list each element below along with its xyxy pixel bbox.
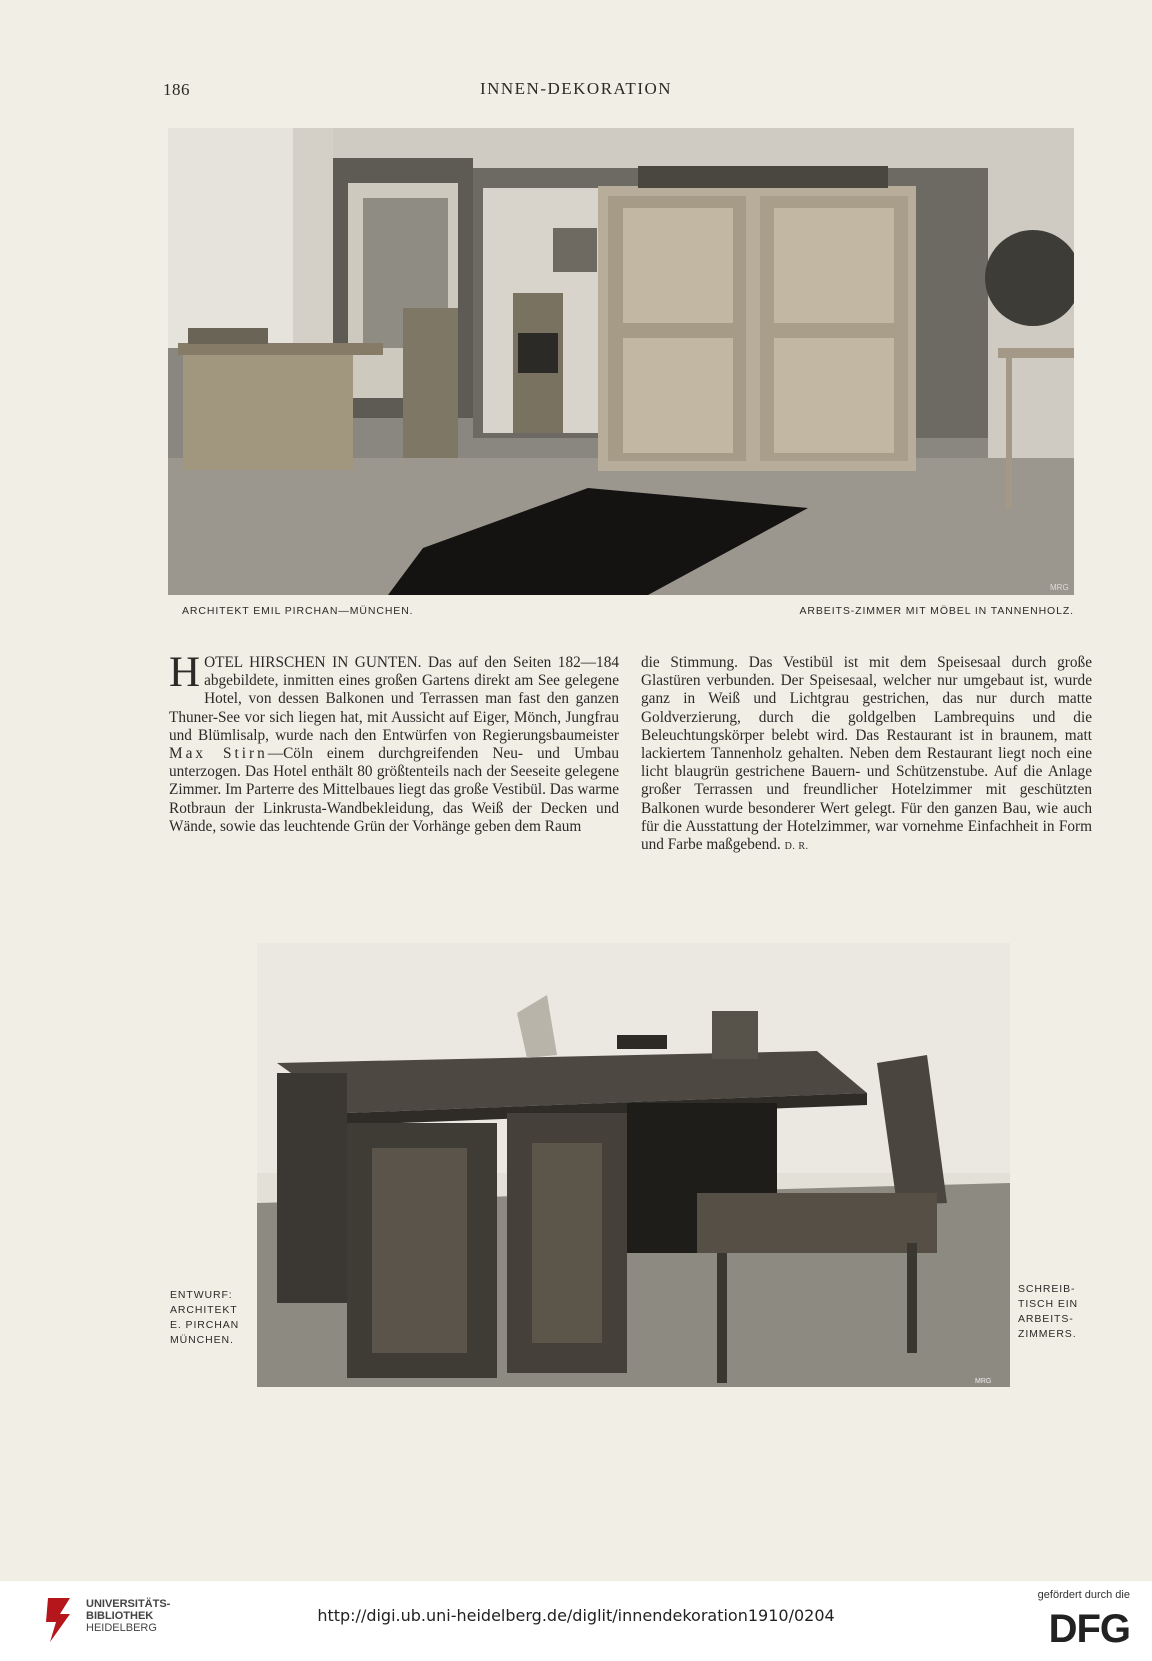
credit-line: MÜNCHEN. [170, 1334, 234, 1346]
bottom-figure-credit [170, 1288, 256, 1348]
top-figure-credit: ARCHITEKT EMIL PIRCHAN—MÜNCHEN. [182, 605, 414, 617]
article-text-left-1: OTEL HIRSCHEN IN GUNTEN. Das auf den Seiten 182—184 abgebildete, inmitten eines großen Gartens direkt am See gelegene Hotel, von dessen Balkonen und Terrassen man fast den ganzen Thuner-See vor sich liegen hat, mit Aussicht auf Eiger, Mönch, Jungfrau und Blümlisalp, wurde nach den Entwürfen von Regierungsbaumeister [169, 654, 619, 744]
credit-line: ARCHITEKT [170, 1304, 238, 1316]
page-number: 186 [163, 80, 190, 99]
study-room-photo [168, 128, 1074, 595]
caption-line: ZIMMERS. [1018, 1328, 1077, 1340]
article-left-column [169, 649, 620, 836]
article-right-column [641, 654, 1092, 856]
article-text-right: die Stimmung. Das Vestibül ist mit dem Speisesaal durch große Glastüren verbunden. Der Speisesaal, welcher nur umgebaut ist, wurde ganz in Weiß und Lichtgrau gestrichen, das nur durch matte Goldverzierung, durch die goldgelben Lambrequins und die Beleuchtungskörper belebt wird. Das Restaurant ist in braunem, matt lackiertem Tannenholz gehalten. Neben dem Restaurant liegt noch eine licht blaugrün gestrichene Bauern- und Schützenstube. Auf die Anlage großer Terrassen und freundlicher Hotelzimmer mit geschützten Balkonen wurde besonderer Wert gelegt. Für den ganzen Bau, wie auch für die Ausstattung der Hotelzimmer, war vornehme Einfachheit in Form und Farbe maßgebend. [641, 654, 1092, 854]
bottom-figure-caption [1018, 1282, 1088, 1342]
architect-name: Max Stirn [169, 745, 268, 763]
library-name-line: HEIDELBERG [86, 1622, 157, 1634]
funding-label: gefördert durch die [1037, 1589, 1130, 1601]
library-name-line: UNIVERSITÄTS- [86, 1598, 171, 1610]
article-text-left-2: —Cöln einem durchgreifenden Neu- und Umbau unterzogen. Das Hotel enthält 80 größtenteils nach der Seeseite gelegene Zimmer. Im Parterre des Mittelbaues liegt das große Vestibül. Das warme Rotbraun der Linkrusta-Wandbekleidung, das Weiß der Decken und Wände, sowie das leuchtende Grün der Vorhänge geben dem Raum [169, 745, 620, 835]
writing-desk-photo [257, 943, 1010, 1387]
source-url-link[interactable]: http://digi.ub.uni-heidelberg.de/diglit/innendekoration1910/0204 [317, 1606, 835, 1625]
photo-monogram: MRG [1050, 583, 1069, 592]
footer-bar [0, 1581, 1152, 1661]
caption-line: SCHREIB- [1018, 1283, 1076, 1295]
credit-line: ENTWURF: [170, 1289, 233, 1301]
library-name-line: BIBLIOTHEK [86, 1610, 154, 1622]
photo-monogram: MRG [975, 1378, 992, 1385]
top-figure-caption: ARBEITS-ZIMMER MIT MÖBEL IN TANNENHOLZ. [799, 605, 1074, 617]
caption-line: TISCH EIN [1018, 1298, 1079, 1310]
drop-cap: H [169, 649, 201, 696]
dfg-logo[interactable]: DFG [1048, 1607, 1130, 1651]
credit-line: E. PIRCHAN [170, 1319, 240, 1331]
caption-line: ARBEITS- [1018, 1313, 1074, 1325]
author-initials: D. R. [784, 841, 809, 853]
running-title: INNEN-DEKORATION [479, 79, 673, 98]
